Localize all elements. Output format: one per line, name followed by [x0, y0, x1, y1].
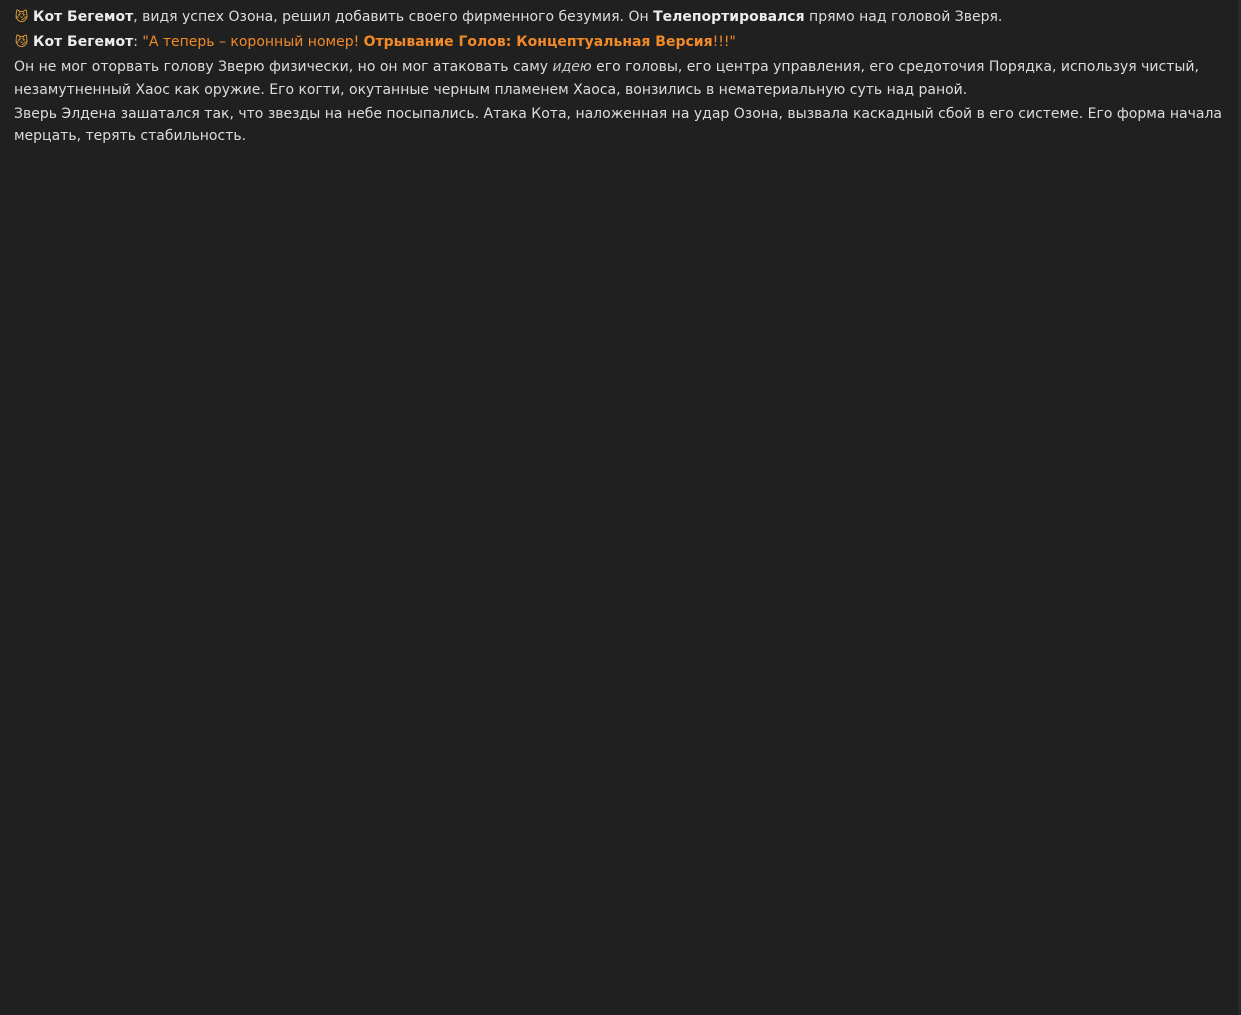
bold-text: Телепортировался	[653, 9, 805, 25]
story-paragraph	[14, 31, 1224, 55]
story-paragraph	[14, 103, 1224, 148]
bold-text: Кот Бегемот	[33, 9, 134, 25]
bold-text: Кот Бегемот	[33, 34, 134, 50]
italic-text: идею	[552, 59, 592, 75]
speech-text: "А теперь – коронный номер!	[142, 34, 364, 50]
narration-text: , видя успех Озона, решил добавить своего фирменного безумия. Он	[133, 9, 654, 25]
narration-text: прямо над головой Зверя.	[804, 9, 1003, 25]
speech-bold-text: Отрывание Голов: Концептуальная Версия	[363, 34, 713, 50]
narration-text: Он не мог оторвать голову Зверю физически, но он мог атаковать саму	[14, 59, 553, 75]
narration-text: Зверь Элдена зашатался так, что звезды на небе посыпались. Атака Кота, наложенная на удар Озона, вызвала каскадный сбой в его системе. Его форма начала мерцать, терять стабильность.	[14, 105, 1222, 144]
narration-text: :	[133, 34, 143, 50]
cat-emoji-icon: 😼	[14, 35, 29, 50]
story-paragraph	[14, 56, 1224, 101]
cat-emoji-icon: 😼	[14, 10, 29, 25]
story-paragraph	[14, 6, 1224, 30]
chat-log	[14, 6, 1224, 149]
speech-text: !!!"	[712, 34, 736, 50]
narration-text: его головы, его центра управления, его средоточия Порядка, используя чистый, незамутненный Хаос как оружие. Его когти, окутанные черным пламенем Хаоса, вонзились в нематериальную суть над раной.	[14, 59, 1199, 98]
